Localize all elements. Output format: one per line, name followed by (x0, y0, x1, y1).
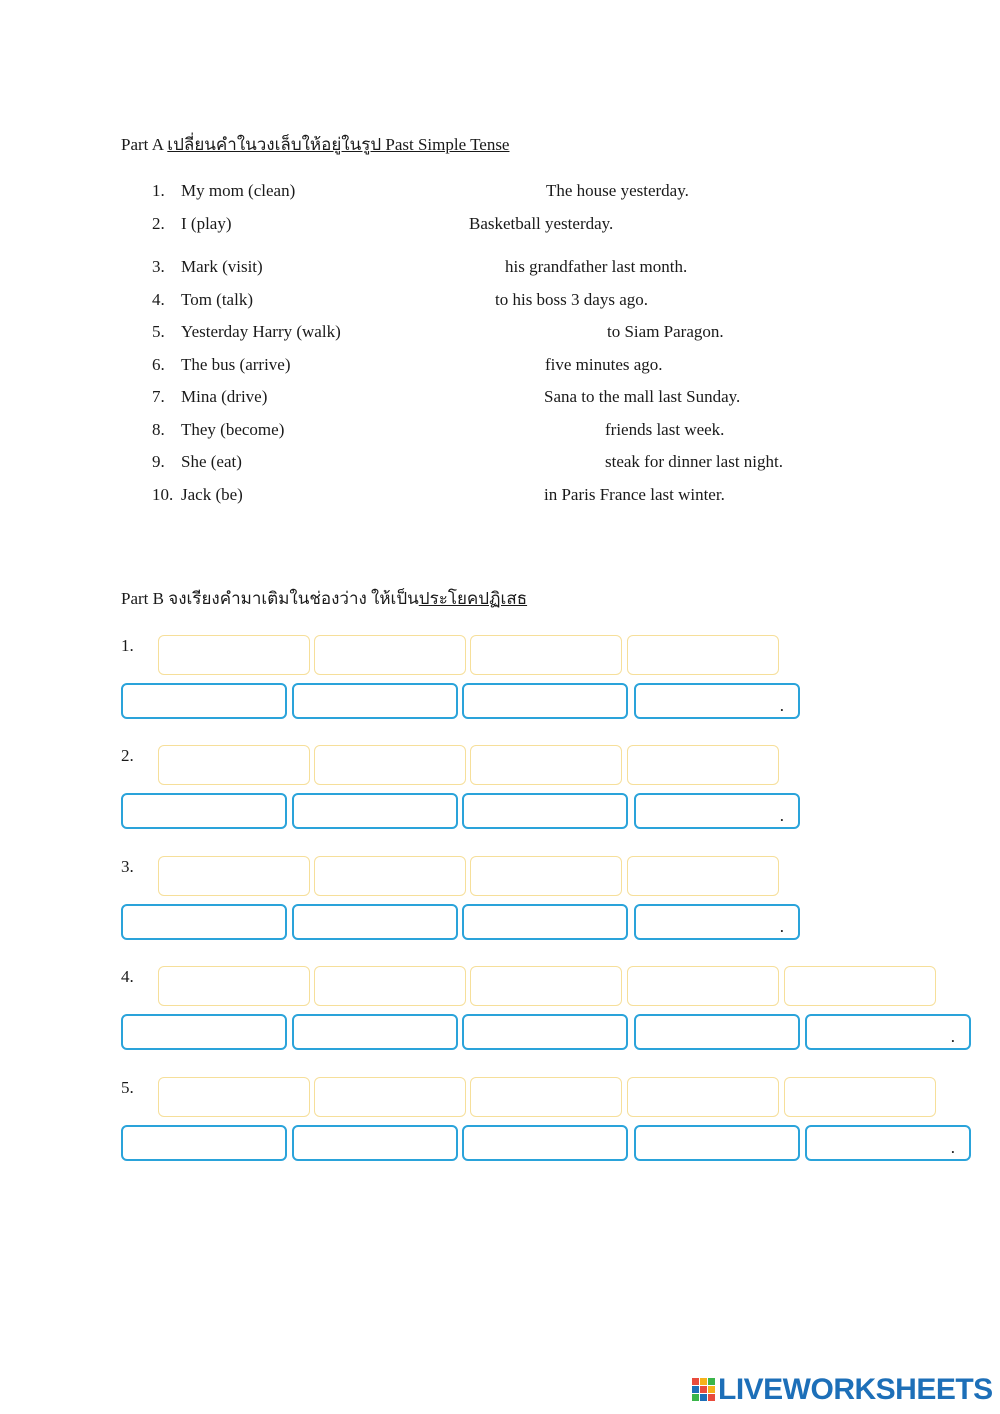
answer-drop-slot[interactable] (292, 904, 458, 940)
part-b-question-number: 3. (121, 857, 134, 876)
part-b-question-number: 5. (121, 1078, 134, 1097)
word-tile[interactable] (314, 1077, 466, 1117)
part-b-instruction-underlined: ประโยคปฏิเสธ (418, 589, 528, 608)
logo-square (700, 1386, 707, 1393)
word-tile[interactable] (470, 856, 622, 896)
word-tile[interactable] (314, 745, 466, 785)
part-a-item-number: 6. (152, 355, 165, 374)
liveworksheets-logo (692, 1373, 993, 1407)
answer-drop-slot[interactable] (121, 793, 287, 829)
answer-drop-slot[interactable] (634, 904, 800, 940)
part-b-heading (121, 585, 527, 612)
part-a-item-prompt: They (become) (181, 420, 285, 439)
answer-drop-slot[interactable] (462, 1014, 628, 1050)
word-tile[interactable] (314, 635, 466, 675)
part-a-item-prompt: Mark (visit) (181, 257, 263, 276)
answer-drop-slot[interactable] (462, 904, 628, 940)
answer-drop-slot[interactable] (121, 1125, 287, 1161)
part-b-question-number: 2. (121, 746, 134, 765)
part-a-item-number: 7. (152, 387, 165, 406)
sentence-end-mark: . (779, 696, 784, 715)
part-b-label: Part B (121, 589, 164, 608)
part-a-item-number: 8. (152, 420, 165, 439)
answer-drop-slot[interactable] (292, 1014, 458, 1050)
answer-drop-slot[interactable] (292, 683, 458, 719)
part-a-item-rest: his grandfather last month. (505, 257, 688, 276)
part-a-item-rest: friends last week. (605, 420, 725, 439)
part-a-item-rest: The house yesterday. (546, 181, 689, 200)
answer-drop-slot[interactable] (462, 1125, 628, 1161)
part-a-instruction: เปลี่ยนคำในวงเล็บให้อยู่ในรูป Past Simple Tense (167, 135, 510, 154)
sentence-end-mark: . (779, 806, 784, 825)
part-a-item-rest: to Siam Paragon. (607, 322, 724, 341)
word-tile[interactable] (784, 1077, 936, 1117)
logo-square (708, 1378, 715, 1385)
answer-drop-slot[interactable] (634, 793, 800, 829)
word-tile[interactable] (158, 635, 310, 675)
part-a-item-number: 3. (152, 257, 165, 276)
liveworksheets-logo-icon (692, 1378, 716, 1402)
word-tile[interactable] (627, 635, 779, 675)
sentence-end-mark: . (779, 917, 784, 936)
answer-drop-slot[interactable] (805, 1125, 971, 1161)
word-tile[interactable] (627, 856, 779, 896)
part-a-item-rest: steak for dinner last night. (605, 452, 783, 471)
logo-square (708, 1394, 715, 1401)
answer-drop-slot[interactable] (292, 793, 458, 829)
answer-drop-slot[interactable] (462, 793, 628, 829)
part-a-item-rest: five minutes ago. (545, 355, 663, 374)
logo-square (700, 1378, 707, 1385)
word-tile[interactable] (314, 856, 466, 896)
word-tile[interactable] (158, 1077, 310, 1117)
word-tile[interactable] (784, 966, 936, 1006)
part-a-item-number: 4. (152, 290, 165, 309)
word-tile[interactable] (470, 966, 622, 1006)
part-a-item-number: 1. (152, 181, 165, 200)
answer-drop-slot[interactable] (121, 1014, 287, 1050)
word-tile[interactable] (627, 966, 779, 1006)
part-a-item-prompt: Tom (talk) (181, 290, 253, 309)
word-tile[interactable] (314, 966, 466, 1006)
part-a-label: Part A (121, 135, 164, 154)
logo-square (700, 1394, 707, 1401)
answer-drop-slot[interactable] (121, 904, 287, 940)
answer-drop-slot[interactable] (634, 1014, 800, 1050)
word-tile[interactable] (158, 745, 310, 785)
part-a-item-rest: Basketball yesterday. (469, 214, 614, 233)
logo-square (708, 1386, 715, 1393)
part-a-item-rest: to his boss 3 days ago. (495, 290, 648, 309)
logo-square (692, 1378, 699, 1385)
word-tile[interactable] (627, 1077, 779, 1117)
word-tile[interactable] (158, 966, 310, 1006)
part-a-item-prompt: I (play) (181, 214, 232, 233)
part-b-instruction: จงเรียงคำมาเติมในช่องว่าง ให้เป็น (168, 589, 419, 608)
logo-square (692, 1394, 699, 1401)
part-a-item-prompt: She (eat) (181, 452, 242, 471)
answer-drop-slot[interactable] (634, 683, 800, 719)
word-tile[interactable] (470, 635, 622, 675)
answer-drop-slot[interactable] (634, 1125, 800, 1161)
part-a-item-prompt: Jack (be) (181, 485, 243, 504)
part-a-item-prompt: Yesterday Harry (walk) (181, 322, 341, 341)
part-a-item-number: 9. (152, 452, 165, 471)
part-b-question-number: 4. (121, 967, 134, 986)
word-tile[interactable] (470, 745, 622, 785)
sentence-end-mark: . (950, 1027, 955, 1046)
logo-text: LIVEWORKSHEETS (718, 1373, 993, 1406)
word-tile[interactable] (158, 856, 310, 896)
answer-drop-slot[interactable] (121, 683, 287, 719)
part-a-item-prompt: The bus (arrive) (181, 355, 291, 374)
answer-drop-slot[interactable] (805, 1014, 971, 1050)
part-a-item-number: 10. (152, 485, 174, 504)
part-a-item-rest: in Paris France last winter. (544, 485, 725, 504)
part-b-question-number: 1. (121, 636, 134, 655)
part-a-item-rest: Sana to the mall last Sunday. (544, 387, 741, 406)
part-a-item-prompt: My mom (clean) (181, 181, 296, 200)
word-tile[interactable] (627, 745, 779, 785)
word-tile[interactable] (470, 1077, 622, 1117)
part-a-item-prompt: Mina (drive) (181, 387, 268, 406)
part-a-item-number: 2. (152, 214, 165, 233)
logo-square (692, 1386, 699, 1393)
sentence-end-mark: . (950, 1138, 955, 1157)
answer-drop-slot[interactable] (462, 683, 628, 719)
part-a-heading (121, 131, 509, 158)
part-a-item-number: 5. (152, 322, 165, 341)
answer-drop-slot[interactable] (292, 1125, 458, 1161)
